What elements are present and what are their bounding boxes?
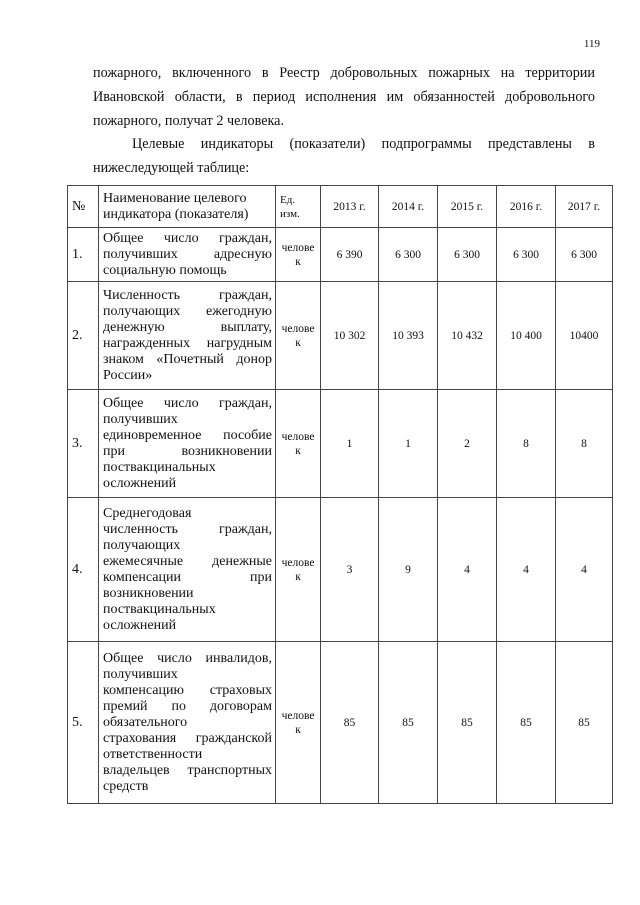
row-number: 3. (68, 390, 99, 498)
value-2014: 85 (379, 642, 438, 804)
value-2015: 10 432 (438, 282, 497, 390)
value-2014: 10 393 (379, 282, 438, 390)
paragraph-line: пожарного, получат 2 человека. (93, 113, 285, 129)
unit-cell (276, 642, 321, 804)
indicator-name (99, 390, 276, 498)
paragraph-line: пожарного, включенного в Реестр добровольных пожарных на территории (93, 65, 595, 81)
paragraph-indicators-intro (93, 132, 595, 180)
value-2013: 3 (321, 498, 379, 642)
value-2015: 4 (438, 498, 497, 642)
value-2016: 10 400 (497, 282, 556, 390)
value-2016: 6 300 (497, 228, 556, 282)
value-2017: 10400 (556, 282, 613, 390)
value-2016: 4 (497, 498, 556, 642)
indicator-name-line: осложнений (103, 475, 177, 491)
indicator-name-line: Общее число граждан, (103, 395, 272, 411)
indicator-name-line: осложнений (103, 617, 177, 633)
value-2015: 6 300 (438, 228, 497, 282)
indicator-name-line: России» (103, 367, 153, 383)
value-2014: 9 (379, 498, 438, 642)
paragraph-line: нижеследующей таблице: (93, 160, 250, 176)
table-row (68, 228, 613, 282)
value-2017: 4 (556, 498, 613, 642)
paragraph-fire-volunteers (93, 61, 595, 133)
unit-line: челове (281, 241, 315, 254)
unit-line: к (295, 723, 301, 736)
table-row (68, 282, 613, 390)
indicator-name-line: денежную выплату, (103, 319, 272, 335)
unit-line: челове (281, 430, 315, 443)
unit-line: к (295, 255, 301, 268)
indicator-name-line: страхования гражданской (103, 730, 272, 746)
value-2017: 6 300 (556, 228, 613, 282)
indicator-name-line: Среднегодовая (103, 505, 192, 521)
unit-cell (276, 282, 321, 390)
header-indicator-name (99, 186, 276, 228)
indicator-name-line: единовременное пособие (103, 427, 272, 443)
header-year-2014: 2014 г. (379, 186, 438, 228)
value-2013: 85 (321, 642, 379, 804)
unit-line: челове (281, 709, 315, 722)
header-unit (276, 186, 321, 228)
indicator-name-line: Общее число инвалидов, (103, 650, 272, 666)
indicator-name-line: получивших (103, 666, 178, 682)
indicator-name-line: награжденных нагрудным (103, 335, 272, 351)
row-number: 1. (68, 228, 99, 282)
paragraph-line: Целевые индикаторы (показатели) подпрограммы представлены в (132, 136, 595, 152)
indicator-name-line: Общее число граждан, (103, 230, 272, 246)
value-2015: 2 (438, 390, 497, 498)
header-year-2015: 2015 г. (438, 186, 497, 228)
indicator-name-line: получивших (103, 411, 178, 427)
header-name-line: Наименование целевого (103, 190, 247, 206)
indicator-name-line: поствакцинальных (103, 601, 216, 617)
value-2013: 6 390 (321, 228, 379, 282)
indicator-name (99, 228, 276, 282)
header-year-2013: 2013 г. (321, 186, 379, 228)
indicator-name-line: поствакцинальных (103, 459, 216, 475)
indicator-name-line: средств (103, 778, 149, 794)
header-number: № (68, 186, 99, 228)
indicator-name-line: получивших адресную (103, 246, 272, 262)
value-2013: 1 (321, 390, 379, 498)
paragraph-line: Ивановской области, в период исполнения им обязанностей добровольного (93, 89, 595, 105)
page-number: 119 (583, 38, 600, 50)
indicator-name (99, 498, 276, 642)
value-2014: 6 300 (379, 228, 438, 282)
unit-line: челове (281, 556, 315, 569)
value-2013: 10 302 (321, 282, 379, 390)
indicator-name-line: социальную помощь (103, 262, 227, 278)
unit-line: к (295, 336, 301, 349)
unit-line: к (295, 444, 301, 457)
indicator-name-line: Численность граждан, (103, 287, 272, 303)
indicator-name (99, 642, 276, 804)
value-2014: 1 (379, 390, 438, 498)
table-row (68, 498, 613, 642)
value-2017: 85 (556, 642, 613, 804)
value-2015: 85 (438, 642, 497, 804)
indicator-name-line: численность граждан, (103, 521, 272, 537)
header-name-line: индикатора (показателя) (103, 206, 249, 222)
header-year-2017: 2017 г. (556, 186, 613, 228)
value-2016: 85 (497, 642, 556, 804)
indicator-name-line: получающих (103, 537, 181, 553)
indicator-name-line: знаком «Почетный донор (103, 351, 272, 367)
unit-cell (276, 390, 321, 498)
row-number: 5. (68, 642, 99, 804)
indicator-name-line: компенсацию страховых (103, 682, 272, 698)
indicator-name-line: при возникновении (103, 443, 272, 459)
unit-line: к (295, 570, 301, 583)
header-year-2016: 2016 г. (497, 186, 556, 228)
indicator-name-line: ежемесячные денежные (103, 553, 272, 569)
indicator-name-line: получающих ежегодную (103, 303, 272, 319)
indicator-name-line: возникновении (103, 585, 194, 601)
indicator-name-line: владельцев транспортных (103, 762, 272, 778)
indicators-table (67, 185, 613, 804)
indicator-name-line: премий по договорам (103, 698, 272, 714)
indicator-name (99, 282, 276, 390)
value-2017: 8 (556, 390, 613, 498)
unit-cell (276, 498, 321, 642)
table-row (68, 390, 613, 498)
indicator-name-line: ответственности (103, 746, 203, 762)
indicator-name-line: обязательного (103, 714, 188, 730)
value-2016: 8 (497, 390, 556, 498)
header-unit-line: Ед. (280, 193, 296, 206)
unit-line: челове (281, 322, 315, 335)
indicator-name-line: компенсации при (103, 569, 272, 585)
unit-cell (276, 228, 321, 282)
header-unit-line: изм. (280, 207, 300, 220)
table-row (68, 642, 613, 804)
table-header-row (68, 186, 613, 228)
row-number: 4. (68, 498, 99, 642)
row-number: 2. (68, 282, 99, 390)
